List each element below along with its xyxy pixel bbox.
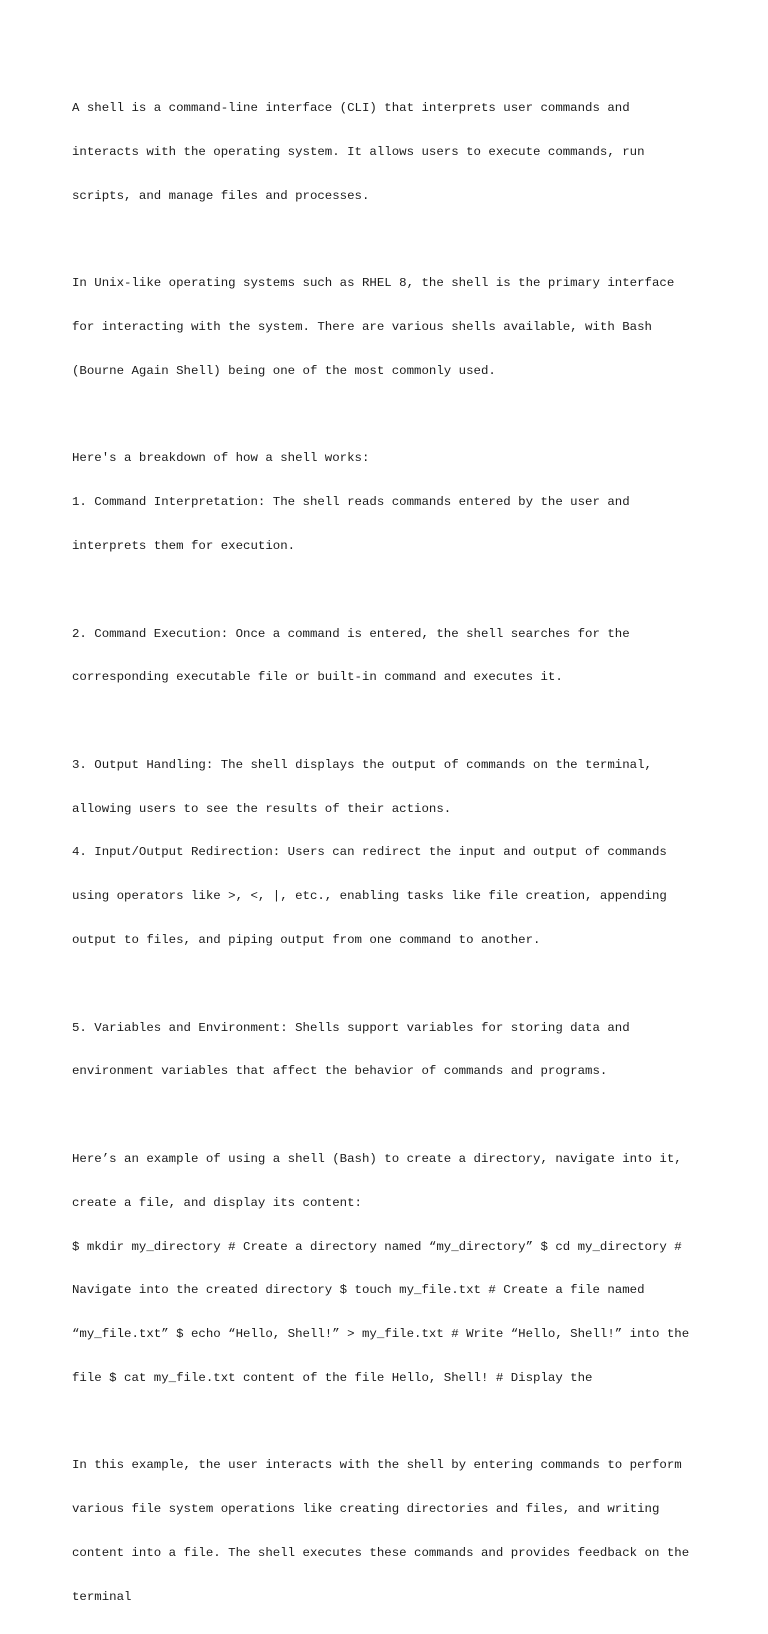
paragraph-summary: [72, 1429, 702, 1633]
text-line: allowing users to see the results of their actions.: [72, 801, 452, 816]
text-line: using operators like >, <, |, etc., enabling tasks like file creation, appending: [72, 889, 667, 904]
text-line: output to files, and piping output from one command to another.: [72, 933, 541, 948]
paragraph-variables: [72, 991, 702, 1108]
text-line: 5. Variables and Environment: Shells support variables for storing data and: [72, 1020, 630, 1035]
text-line: 2. Command Execution: Once a command is entered, the shell searches for the: [72, 626, 630, 641]
text-line: environment variables that affect the behavior of commands and programs.: [72, 1064, 608, 1079]
text-line: $ mkdir my_directory # Create a directory named “my_directory” $ cd my_directory #: [72, 1239, 682, 1254]
text-line: for interacting with the system. There are various shells available, with Bash: [72, 320, 652, 335]
paragraph-output-redirection: [72, 729, 702, 977]
text-line: scripts, and manage files and processes.: [72, 188, 370, 203]
document-body: [72, 72, 702, 1634]
text-line: In this example, the user interacts with the shell by entering commands to perform: [72, 1458, 682, 1473]
text-line: “my_file.txt” $ echo “Hello, Shell!” > my_file.txt # Write “Hello, Shell!” into the: [72, 1327, 690, 1342]
paragraph-command-execution: [72, 597, 702, 714]
text-line: 4. Input/Output Redirection: Users can redirect the input and output of commands: [72, 845, 667, 860]
text-line: interprets them for execution.: [72, 539, 296, 553]
text-line: content into a file. The shell executes these commands and provides feedback on the: [72, 1545, 690, 1560]
text-line: (Bourne Again Shell) being one of the most commonly used.: [72, 363, 496, 378]
text-line: corresponding executable file or built-in command and executes it.: [72, 670, 563, 685]
text-line: Here’s an example of using a shell (Bash) to create a directory, navigate into it,: [72, 1151, 682, 1166]
paragraph-breakdown: [72, 422, 702, 583]
text-line: create a file, and display its content:: [72, 1195, 362, 1210]
text-line: various file system operations like creating directories and files, and writing: [72, 1502, 660, 1517]
paragraph-bash-example: [72, 1123, 702, 1415]
text-line: Here's a breakdown of how a shell works:: [72, 451, 370, 466]
text-line: Navigate into the created directory $ touch my_file.txt # Create a file named: [72, 1283, 645, 1298]
text-line: 1. Command Interpretation: The shell reads commands entered by the user and: [72, 495, 630, 510]
paragraph-unix-shells: [72, 247, 702, 408]
text-line: 3. Output Handling: The shell displays the output of commands on the terminal,: [72, 757, 652, 772]
text-line: file $ cat my_file.txt content of the file Hello, Shell! # Display the: [72, 1370, 593, 1385]
paragraph-shell-definition: [72, 72, 702, 233]
text-line: terminal: [72, 1589, 132, 1604]
text-line: interacts with the operating system. It allows users to execute commands, run: [72, 144, 645, 159]
text-line: A shell is a command-line interface (CLI) that interprets user commands and: [72, 101, 630, 116]
text-line: In Unix-like operating systems such as RHEL 8, the shell is the primary interface: [72, 276, 675, 291]
